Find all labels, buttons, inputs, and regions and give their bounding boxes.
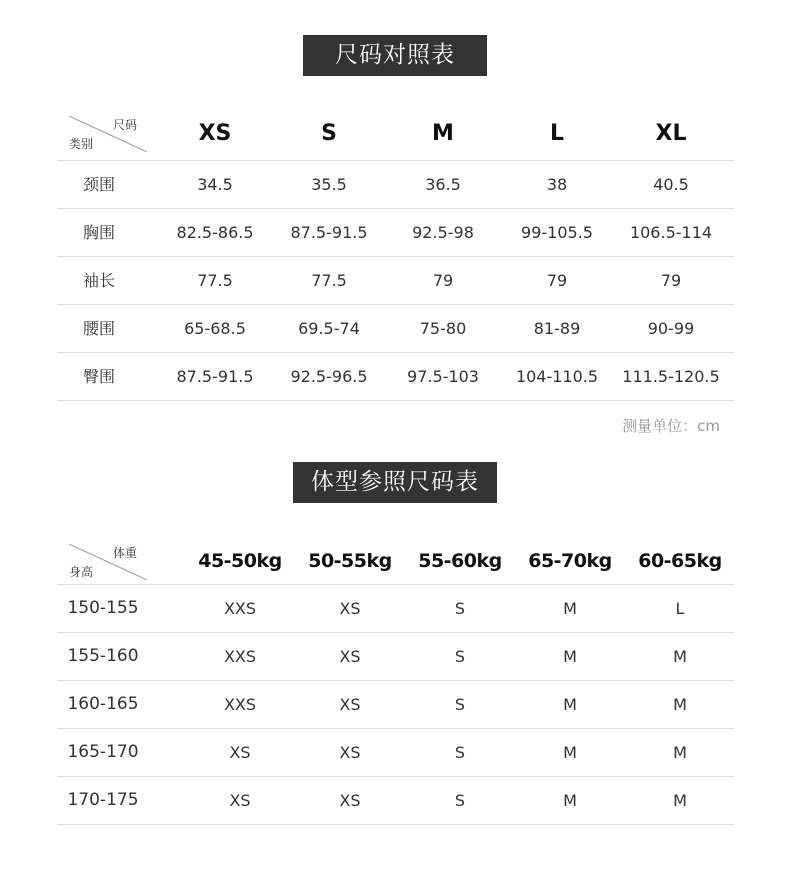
table-cell: M xyxy=(563,647,577,666)
row-label: 颈围 xyxy=(82,175,115,194)
size-header-l: L xyxy=(549,121,565,146)
weight-header: 60-65kg xyxy=(638,550,722,572)
row-label: 165-170 xyxy=(67,742,139,762)
table-cell: 97.5-103 xyxy=(407,367,479,386)
table-cell: 75-80 xyxy=(419,319,467,338)
table-row xyxy=(57,209,734,257)
table-cell: XS xyxy=(339,791,361,810)
table-cell: 79 xyxy=(432,271,454,290)
table-cell: 104-110.5 xyxy=(515,367,599,386)
table-cell: 111.5-120.5 xyxy=(622,367,720,386)
table-cell: M xyxy=(673,647,687,666)
table-row xyxy=(57,257,734,305)
corner-label-category: 类别 xyxy=(69,137,94,151)
table-cell: XS xyxy=(339,695,361,714)
table-row xyxy=(57,353,734,401)
table-cell: XXS xyxy=(223,695,257,714)
table-cell: S xyxy=(454,743,466,762)
table-row xyxy=(57,585,734,633)
table-cell: S xyxy=(454,599,466,618)
table-cell: 77.5 xyxy=(311,271,347,290)
table-row xyxy=(57,161,734,209)
corner-label-weight: 体重 xyxy=(112,546,137,560)
table-row xyxy=(57,305,734,353)
table-cell: 69.5-74 xyxy=(298,319,360,338)
unit-note: 测量单位：cm xyxy=(622,417,720,435)
row-label: 臀围 xyxy=(82,367,115,386)
table-cell: XS xyxy=(339,743,361,762)
size-header-s: S xyxy=(321,121,337,146)
table-cell: 92.5-98 xyxy=(412,223,474,242)
table-cell: S xyxy=(454,695,466,714)
table-cell: M xyxy=(563,599,577,618)
size-chart-header-row xyxy=(57,108,734,161)
table-row xyxy=(57,633,734,681)
table-cell: 65-68.5 xyxy=(184,319,246,338)
weight-header: 50-55kg xyxy=(308,550,392,572)
table-row xyxy=(57,681,734,729)
table-cell: M xyxy=(563,743,577,762)
body-chart-title: 体型参照尺码表 xyxy=(293,462,497,503)
table-cell: 87.5-91.5 xyxy=(176,367,254,386)
table-cell: 35.5 xyxy=(311,175,347,194)
table-cell: 90-99 xyxy=(647,319,695,338)
row-label: 170-175 xyxy=(67,790,139,810)
table-cell: 81-89 xyxy=(533,319,581,338)
table-cell: XXS xyxy=(223,647,257,666)
table-cell: XS xyxy=(229,743,251,762)
table-cell: M xyxy=(673,743,687,762)
body-chart-corner-cell xyxy=(69,544,137,580)
body-chart-header-row xyxy=(57,538,734,585)
row-label: 腰围 xyxy=(82,319,115,338)
size-chart-corner-cell xyxy=(69,116,137,152)
table-cell: M xyxy=(673,791,687,810)
table-cell: 77.5 xyxy=(197,271,233,290)
table-cell: 99-105.5 xyxy=(521,223,593,242)
row-label: 160-165 xyxy=(67,694,139,714)
table-cell: M xyxy=(673,695,687,714)
table-row xyxy=(57,777,734,825)
table-cell: M xyxy=(563,695,577,714)
table-cell: XS xyxy=(229,791,251,810)
corner-label-size: 尺码 xyxy=(112,118,137,132)
table-cell: L xyxy=(675,599,685,618)
table-cell: 36.5 xyxy=(425,175,461,194)
weight-header: 45-50kg xyxy=(198,550,282,572)
table-cell: XXS xyxy=(223,599,257,618)
table-cell: 82.5-86.5 xyxy=(176,223,254,242)
corner-label-height: 身高 xyxy=(69,565,94,579)
table-cell: 79 xyxy=(660,271,682,290)
table-cell: XS xyxy=(339,599,361,618)
row-label: 袖长 xyxy=(82,271,115,290)
table-cell: XS xyxy=(339,647,361,666)
table-cell: 40.5 xyxy=(653,175,689,194)
size-header-xl: XL xyxy=(655,121,687,146)
weight-header: 65-70kg xyxy=(528,550,612,572)
table-cell: S xyxy=(454,791,466,810)
table-cell: 92.5-96.5 xyxy=(290,367,368,386)
body-chart-table xyxy=(57,538,734,825)
table-cell: 38 xyxy=(546,175,568,194)
size-header-xs: XS xyxy=(198,121,232,146)
table-cell: 106.5-114 xyxy=(629,223,713,242)
weight-header: 55-60kg xyxy=(418,550,502,572)
table-cell: M xyxy=(563,791,577,810)
table-cell: S xyxy=(454,647,466,666)
size-chart-title: 尺码对照表 xyxy=(303,35,487,76)
size-header-m: M xyxy=(432,121,454,146)
table-cell: 79 xyxy=(546,271,568,290)
table-cell: 34.5 xyxy=(197,175,233,194)
row-label: 150-155 xyxy=(67,598,139,618)
size-chart-table xyxy=(57,108,734,401)
table-row xyxy=(57,729,734,777)
table-cell: 87.5-91.5 xyxy=(290,223,368,242)
row-label: 胸围 xyxy=(82,223,115,242)
row-label: 155-160 xyxy=(67,646,139,666)
